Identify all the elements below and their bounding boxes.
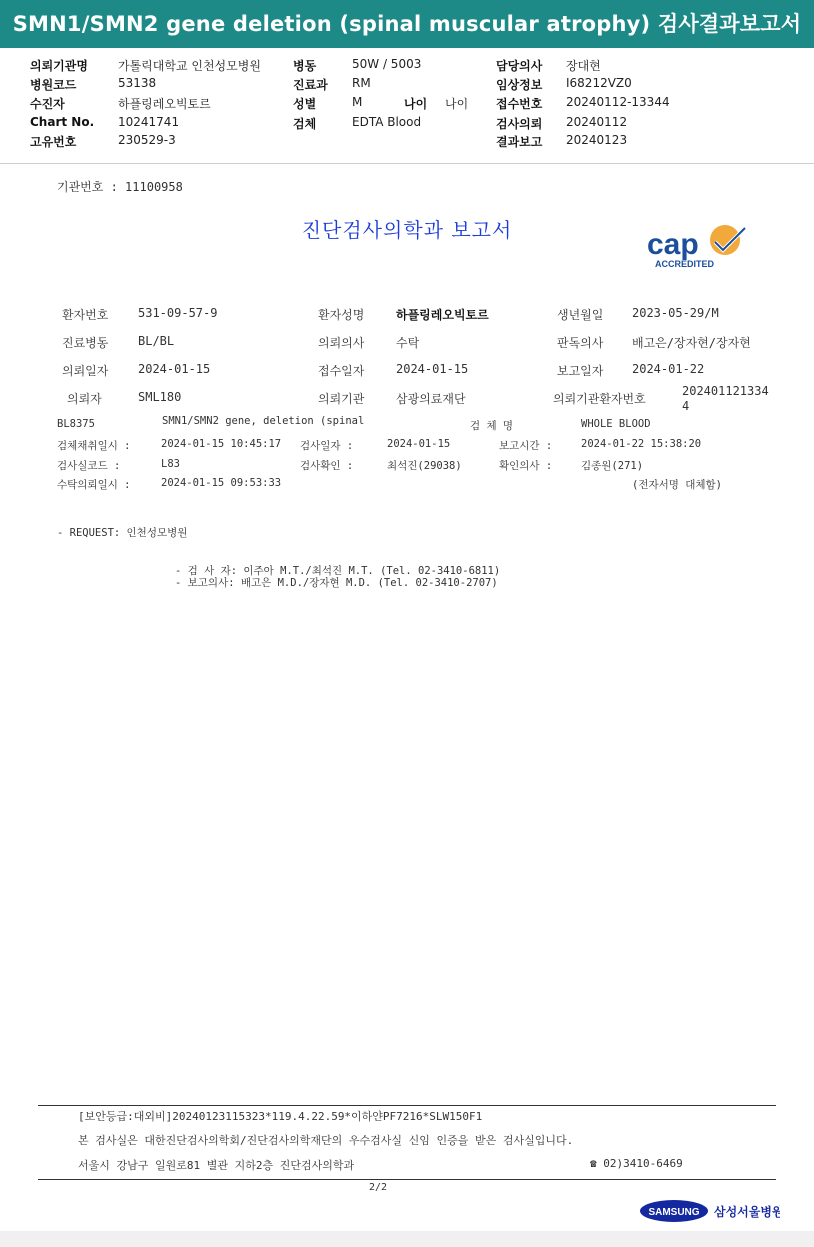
cap-logo-text: cap [647,228,699,261]
hospital-logo [640,1198,780,1228]
header-info [0,55,814,153]
institution-number: 기관번호 : 11100958 [57,180,183,194]
info-label: 생년월일 [557,308,604,322]
page-number: 2/2 [369,1182,388,1193]
header-row [0,133,814,149]
header-value: 53138 [118,76,157,90]
header-label: 고유번호 [30,135,77,149]
collect-label: 검체채취일시 : [57,440,131,452]
header-row [0,76,814,92]
info-value: BL/BL [138,334,175,348]
cap-logo-icon [645,220,755,270]
header-row [0,115,814,131]
header-label: 진료과 [293,78,328,92]
room-code-value: L83 [161,458,180,470]
footer-divider [38,1105,776,1106]
header-value: 20240112-13344 [566,95,670,109]
hospital-name-text: 삼성서울병원 [714,1205,780,1219]
specimen-value: WHOLE BLOOD [581,418,651,430]
report-title-bar: SMN1/SMN2 gene deletion (spinal muscular atrophy) 검사결과보고서 [0,0,814,48]
report-page [0,168,814,1231]
exam-date-value: 2024-01-15 [387,438,451,450]
header-value: 20240123 [566,133,628,147]
confirm-value: 최석진(29038) [387,460,462,472]
header-value: 가톨릭대학교 인천성모병원 [118,59,261,73]
patient-name: 하플링레오빅토르 [396,308,489,322]
test-name: SMN1/SMN2 gene, deletion (spinal [162,415,365,427]
info-value: 4 [682,399,690,413]
header-row [0,95,814,111]
header-label: 나이 [404,97,428,111]
header-label: 검사의뢰 [496,117,543,131]
info-label: 의뢰의사 [318,336,365,350]
info-value: 202401121334 [682,384,769,398]
header-label: 수진자 [30,97,65,111]
header-label: 의뢰기관명 [30,59,88,73]
header-label: 검체 [293,117,317,131]
phone-line: ☎ 02)3410-6469 [590,1157,683,1170]
info-label: 환자번호 [62,308,109,322]
info-label: 진료병동 [62,336,109,350]
report-title: 진단검사의학과 보고서 [301,218,513,242]
header-value: EDTA Blood [352,115,422,129]
header-label: 병원코드 [30,78,77,92]
header-label: 성별 [293,97,317,111]
info-value: 2024-01-15 [138,362,211,376]
request-line: - REQUEST: 인천성모병원 [57,527,188,539]
header-label: Chart No. [30,115,95,129]
info-label: 의뢰기관 [318,392,365,406]
info-value: 수탁 [396,336,420,350]
staff-reporter: - 보고의사: 배고은 M.D./장자현 M.D. (Tel. 02-3410-2707) [175,577,498,589]
collect-value: 2024-01-15 10:45:17 [161,438,282,450]
cap-logo-sub: ACCREDITED [655,259,715,269]
info-label: 의뢰자 [67,392,102,406]
header-divider [0,163,814,164]
header-value: 50W / 5003 [352,57,422,71]
info-value: 2023-05-29/M [632,306,719,320]
info-label: 의뢰기관환자번호 [553,392,646,406]
footer-divider [38,1179,776,1180]
request-date-value: 2024-01-15 09:53:33 [161,477,282,489]
samsung-logo-icon [640,1198,780,1224]
confirm-label: 검사확인 : [300,460,354,472]
header-row [0,57,814,73]
header-value: 230529-3 [118,133,176,147]
doctor-label: 확인의사 : [499,460,553,472]
esign-note: (전자서명 대체함) [632,479,722,491]
exam-date-label: 검사일자 : [300,440,354,452]
info-value: 배고은/장자현/장자현 [632,336,751,350]
report-time-label: 보고시간 : [499,440,553,452]
room-code-label: 검사실코드 : [57,460,121,472]
bottom-strip [0,1231,814,1247]
security-line: [보안등급:대외비]20240123115323*119.4.22.59*이하얀PF7216*SLW150F1 [78,1110,483,1123]
certification-line: 본 검사실은 대한진단검사의학회/진단검사의학재단의 우수검사실 신임 인증을 받은 검사실입니다. [78,1134,574,1147]
info-label: 접수일자 [318,364,365,378]
header-label: 결과보고 [496,135,543,149]
address-line: 서울시 강남구 일원로81 별관 지하2층 진단검사의학과 [78,1159,355,1172]
header-label: 담당의사 [496,59,543,73]
info-label: 환자성명 [318,308,365,322]
info-value: 2024-01-22 [632,362,705,376]
request-date-label: 수탁의뢰일시 : [57,479,131,491]
header-label: 병동 [293,59,317,73]
info-value: 삼광의료재단 [396,392,466,406]
report-time-value: 2024-01-22 15:38:20 [581,438,702,450]
header-label: 임상정보 [496,78,543,92]
specimen-label: 검 체 명 [470,420,514,432]
header-value: 하플링레오빅토르 [118,97,211,111]
info-value: 531-09-57-9 [138,306,218,320]
header-label: 접수번호 [496,97,543,111]
doctor-value: 김종원(271) [581,460,644,472]
info-value: SML180 [138,390,182,404]
staff-tester: - 검 사 자: 이주아 M.T./최석진 M.T. (Tel. 02-3410-6811) [175,565,501,577]
samsung-brand-text: SAMSUNG [648,1207,700,1218]
info-label: 보고일자 [557,364,604,378]
header-value: I68212VZ0 [566,76,632,90]
test-code: BL8375 [57,418,95,430]
header-value: 10241741 [118,115,180,129]
header-value: 20240112 [566,115,628,129]
header-value: M [352,95,363,109]
cap-accredited-logo [645,220,755,270]
header-value: 장대현 [566,59,601,73]
info-value: 2024-01-15 [396,362,469,376]
info-label: 의뢰일자 [62,364,109,378]
header-value: 나이 [445,97,469,111]
header-value: RM [352,76,371,90]
info-label: 판독의사 [557,336,604,350]
